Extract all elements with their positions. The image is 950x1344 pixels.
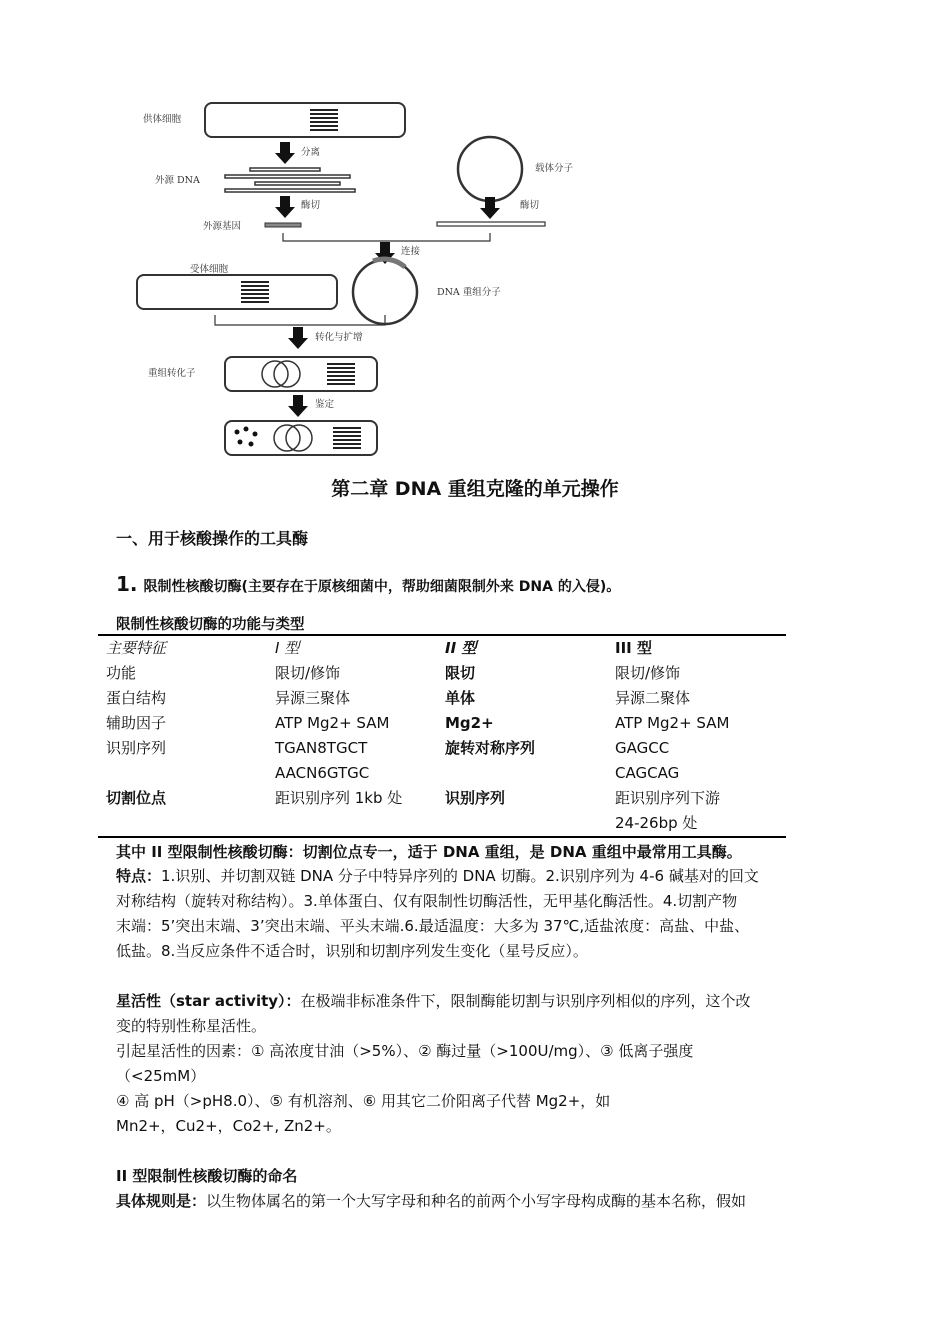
cell — [437, 761, 607, 786]
cell: 24-26bp 处 — [615, 814, 698, 832]
features-paragraph — [116, 864, 833, 964]
cell: ATP Mg2+ SAM — [615, 714, 730, 732]
label-ligate: 连接 — [401, 246, 421, 257]
label-transformant: 重组转化子 — [148, 368, 196, 379]
transformant-chromosome-icon — [327, 363, 355, 385]
recipient-cell — [137, 275, 337, 309]
star-factors-line: （<25mM） — [116, 1067, 206, 1085]
cell: 距识别序列 1kb 处 — [275, 789, 403, 807]
foreign-gene — [265, 223, 301, 227]
cell — [98, 811, 267, 837]
star-factors-line: Mn2+，Cu2+，Co2+, Zn2+。 — [116, 1117, 341, 1135]
subsection-restriction-enzymes — [116, 572, 620, 596]
transformant-cell — [225, 357, 377, 391]
plasmid-ring-b — [274, 361, 300, 387]
plasmid-ring-a — [262, 361, 288, 387]
cell: 旋转对称序列 — [445, 739, 536, 757]
cell — [267, 811, 437, 837]
donor-chromosome-icon — [310, 109, 338, 131]
inserted-gene-segment — [373, 259, 405, 267]
label-recombinant-dna: DNA 重组分子 — [437, 287, 501, 298]
cell: 限切/修饰 — [275, 664, 341, 682]
cell: 限切 — [445, 664, 476, 682]
header-type-iii: III 型 — [615, 639, 652, 657]
features-line: 低盐。8.当反应条件不适合时，识别和切割序列发生变化（星号反应）。 — [116, 942, 588, 960]
chapter-title: 第二章 DNA 重组克隆的单元操作 — [331, 478, 619, 500]
header-type-i: I 型 — [275, 639, 300, 657]
plasmid-ring-c — [274, 425, 300, 451]
naming-rule-label: 具体规则是： — [116, 1192, 207, 1210]
star-factors-line: ④ 高 pH（>pH8.0）、⑤ 有机溶剂、⑥ 用其它二价阳离子代替 Mg2+，如 — [116, 1092, 611, 1110]
cell: AACN6GTGC — [275, 764, 370, 782]
section-heading-tool-enzymes: 一、用于核酸操作的工具酶 — [116, 529, 309, 548]
type2-summary: 其中 II 型限制性核酸切酶：切割位点专一，适于 DNA 重组，是 DNA 重组中最常用工具酶。 — [116, 843, 742, 861]
vector-plasmid — [458, 137, 522, 201]
naming-rule — [116, 1189, 833, 1214]
cell: 辅助因子 — [106, 714, 167, 732]
subsection-number: 1. — [116, 572, 138, 596]
recipient-chromosome-icon — [241, 281, 269, 303]
cell: TGAN8TGCT — [275, 739, 368, 757]
ligation-bracket — [283, 233, 490, 241]
cell — [98, 761, 267, 786]
label-recipient-cell: 受体细胞 — [190, 264, 229, 275]
donor-cell — [205, 103, 405, 137]
cloning-workflow-figure — [115, 95, 635, 467]
label-foreign-dna: 外源 DNA — [155, 175, 200, 186]
cell: ATP Mg2+ SAM — [275, 714, 390, 732]
cell: GAGCC — [615, 739, 670, 757]
label-digest-left: 酶切 — [301, 200, 321, 211]
cell: 识别序列 — [106, 739, 167, 757]
cell — [437, 811, 607, 837]
star-activity-label: 星活性（star activity）： — [116, 992, 301, 1010]
cell: Mg2+ — [445, 714, 494, 732]
cell: CAGCAG — [615, 764, 680, 782]
cell: 距识别序列下游 — [615, 789, 721, 807]
cell: 单体 — [445, 689, 476, 707]
label-identify: 鉴定 — [315, 399, 335, 410]
cell: 限切/修饰 — [615, 664, 681, 682]
features-line: 末端：5’突出末端、3’突出末端、平头末端.6.最适温度：大多为 37℃,适盐浓度：高盐、中盐、 — [116, 917, 750, 935]
cell: 识别序列 — [445, 789, 506, 807]
star-factors-line: 引起星活性的因素：① 高浓度甘油（>5%）、② 酶过量（>100U/mg）、③ 低离子强度 — [116, 1042, 694, 1060]
naming-heading: II 型限制性核酸切酶的命名 — [116, 1167, 298, 1185]
expression-dots — [235, 427, 258, 447]
linear-vector — [437, 222, 545, 226]
features-line: 1.识别、并切割双链 DNA 分子中特异序列的 DNA 切酶。2.识别序列为 4-6 碱基对的回文 — [161, 867, 759, 885]
label-foreign-gene: 外源基因 — [203, 221, 242, 232]
table-row — [98, 661, 786, 686]
naming-rule-text: 以生物体属名的第一个大写字母和种名的前两个小写字母构成酶的基本名称，假如 — [206, 1192, 747, 1210]
label-digest-right: 酶切 — [520, 200, 540, 211]
table-row — [98, 761, 786, 786]
table-row — [98, 686, 786, 711]
table-row — [98, 786, 786, 811]
star-activity-text: 在极端非标准条件下，限制酶能切割与识别序列相似的序列，这个改 — [300, 992, 751, 1010]
table-row — [98, 711, 786, 736]
label-transform: 转化与扩增 — [315, 332, 363, 343]
subsection-text: 限制性核酸切酶(主要存在于原核细菌中，帮助细菌限制外来 DNA 的入侵)。 — [143, 579, 621, 595]
table-header-row — [98, 635, 786, 661]
cell: 异源三聚体 — [275, 689, 351, 707]
features-label: 特点： — [116, 867, 162, 885]
star-activity-text: 变的特别性称星活性。 — [116, 1017, 267, 1035]
table-row — [98, 736, 786, 761]
label-separate: 分离 — [301, 147, 321, 158]
recombinant-dna — [353, 260, 417, 324]
arrow-separate — [275, 142, 295, 164]
label-vector: 载体分子 — [535, 163, 574, 174]
header-feature: 主要特征 — [106, 639, 167, 657]
cell: 切割位点 — [106, 789, 167, 807]
features-line: 对称结构（旋转对称结构）。3.单体蛋白、仅有限制性切酶活性，无甲基化酶活性。4.切割产物 — [116, 892, 738, 910]
arrow-transform — [288, 327, 308, 349]
transform-bracket — [215, 315, 385, 325]
arrow-digest-left — [275, 196, 295, 218]
cell: 异源二聚体 — [615, 689, 691, 707]
label-donor-cell: 供体细胞 — [143, 114, 182, 125]
star-activity-paragraph — [116, 989, 833, 1139]
plasmid-ring-d — [286, 425, 312, 451]
cell: 功能 — [106, 664, 137, 682]
enzyme-type-table — [98, 634, 786, 838]
cell: 蛋白结构 — [106, 689, 167, 707]
arrow-identify — [288, 395, 308, 417]
identified-cell — [225, 421, 377, 455]
header-type-ii: II 型 — [445, 639, 477, 657]
identified-chromosome-icon — [333, 427, 361, 449]
table-caption: 限制性核酸切酶的功能与类型 — [116, 617, 305, 633]
table-row — [98, 811, 786, 837]
foreign-dna-fragments — [225, 168, 355, 192]
